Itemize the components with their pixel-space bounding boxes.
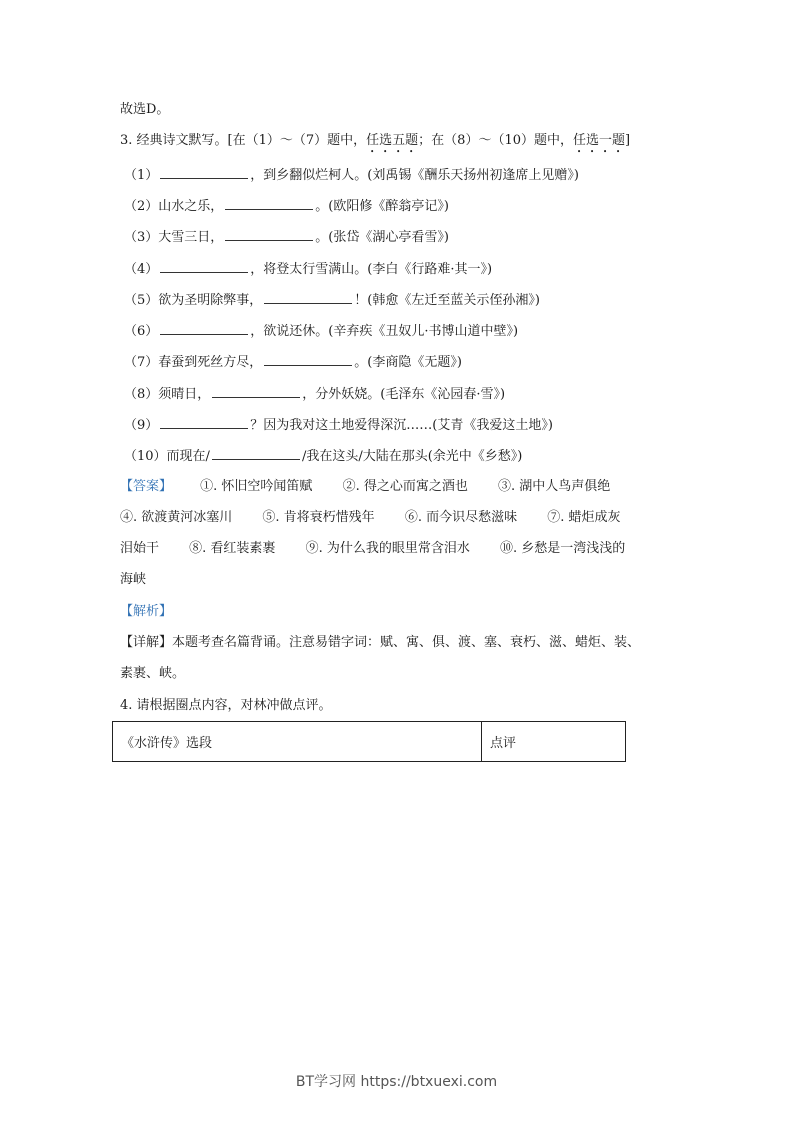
commentary-table [112,721,626,762]
fill-item-9: （9） ？因为我对这土地爱得深沉……(艾青《我爱这土地》) [124,415,553,435]
fill-item-4: （4） ，将登太行雪满山。(李白《行路难·其一》) [124,259,492,279]
answer-blank[interactable] [160,415,248,429]
question-4-heading: 4. 请根据圈点内容，对林冲做点评。 [120,698,332,713]
q3-head-e: ] [625,133,631,148]
answer-blank[interactable] [160,165,248,179]
answer-blank[interactable] [212,446,300,460]
q3-head-a: 3. 经典诗文默写。[在（1）～（7）题中， [120,133,367,148]
intro-text: 故选D。 [120,102,170,117]
answer-line-3: 泪始干 ⑧. 看红装素裹 ⑨. 为什么我的眼里常含泪水 ⑩. 乡愁是一湾浅浅的 [120,541,626,556]
question-3-heading [120,132,630,156]
answer-line-4: 海峡 [120,572,147,587]
answer-line-2: ④. 欲渡黄河冰塞川 ⑤. 肯将衰朽惜残年 ⑥. 而今识尽愁滋味 ⑦. 蜡炬成灰 [120,510,621,525]
fill-item-6: （6） ，欲说还休。(辛弃疾《丑奴儿·书博山道中壁》) [124,321,518,341]
fill-item-7: （7）春蚕到死丝方尽， 。(李商隐《无题》) [124,352,462,372]
answer-blank[interactable] [225,227,313,241]
fill-item-3: （3）大雪三日， 。(张岱《湖心亭看雪》) [124,227,449,247]
answer-blank[interactable] [212,384,300,398]
fill-item-5: （5）欲为圣明除弊事， ！(韩愈《左迁至蓝关示侄孙湘》) [124,290,540,310]
fill-item-10: （10）而现在/ /我在这头/大陆在那头(余光中《乡愁》) [124,446,522,466]
detail-tag: 【详解】 [120,635,173,650]
answer-blank[interactable] [160,259,248,273]
fill-item-8: （8）须晴日， ，分外妖娆。(毛泽东《沁园春·雪》) [124,384,505,404]
answer-blank[interactable] [264,352,352,366]
site-footer: BT学习网 https://btxuexi.com [295,1074,498,1090]
answer-blank[interactable] [160,321,248,335]
detail-line-1: 【详解】本题考查名篇背诵。注意易错字词：赋、寓、俱、渡、塞、衰朽、滋、蜡炬、装、 [120,635,641,650]
answer-tag: 【答案】 [120,479,173,494]
answer-blank[interactable] [264,290,352,304]
q3-head-c: ；在（8）～（10）题中， [418,133,573,148]
table-cell-comment: 点评 [482,722,626,762]
fill-item-1: （1） ，到乡翻似烂柯人。(刘禹锡《酬乐天扬州初逢席上见赠》) [124,165,579,185]
table-cell-excerpt: 《水浒传》选段 [113,722,482,762]
answer-line-1: 【答案】 ①. 怀旧空吟闻笛赋 ②. 得之心而寓之酒也 ③. 湖中人鸟声俱绝 [120,479,611,494]
q3-choose-five: 任选五题 [366,133,419,148]
fill-item-2: （2）山水之乐， 。(欧阳修《醉翁亭记》) [124,196,449,216]
analysis-tag: 【解析】 [120,604,173,619]
answer-blank[interactable] [225,196,313,210]
detail-line-2: 素裹、峡。 [120,666,186,681]
q3-choose-one: 任选一题 [573,133,626,148]
